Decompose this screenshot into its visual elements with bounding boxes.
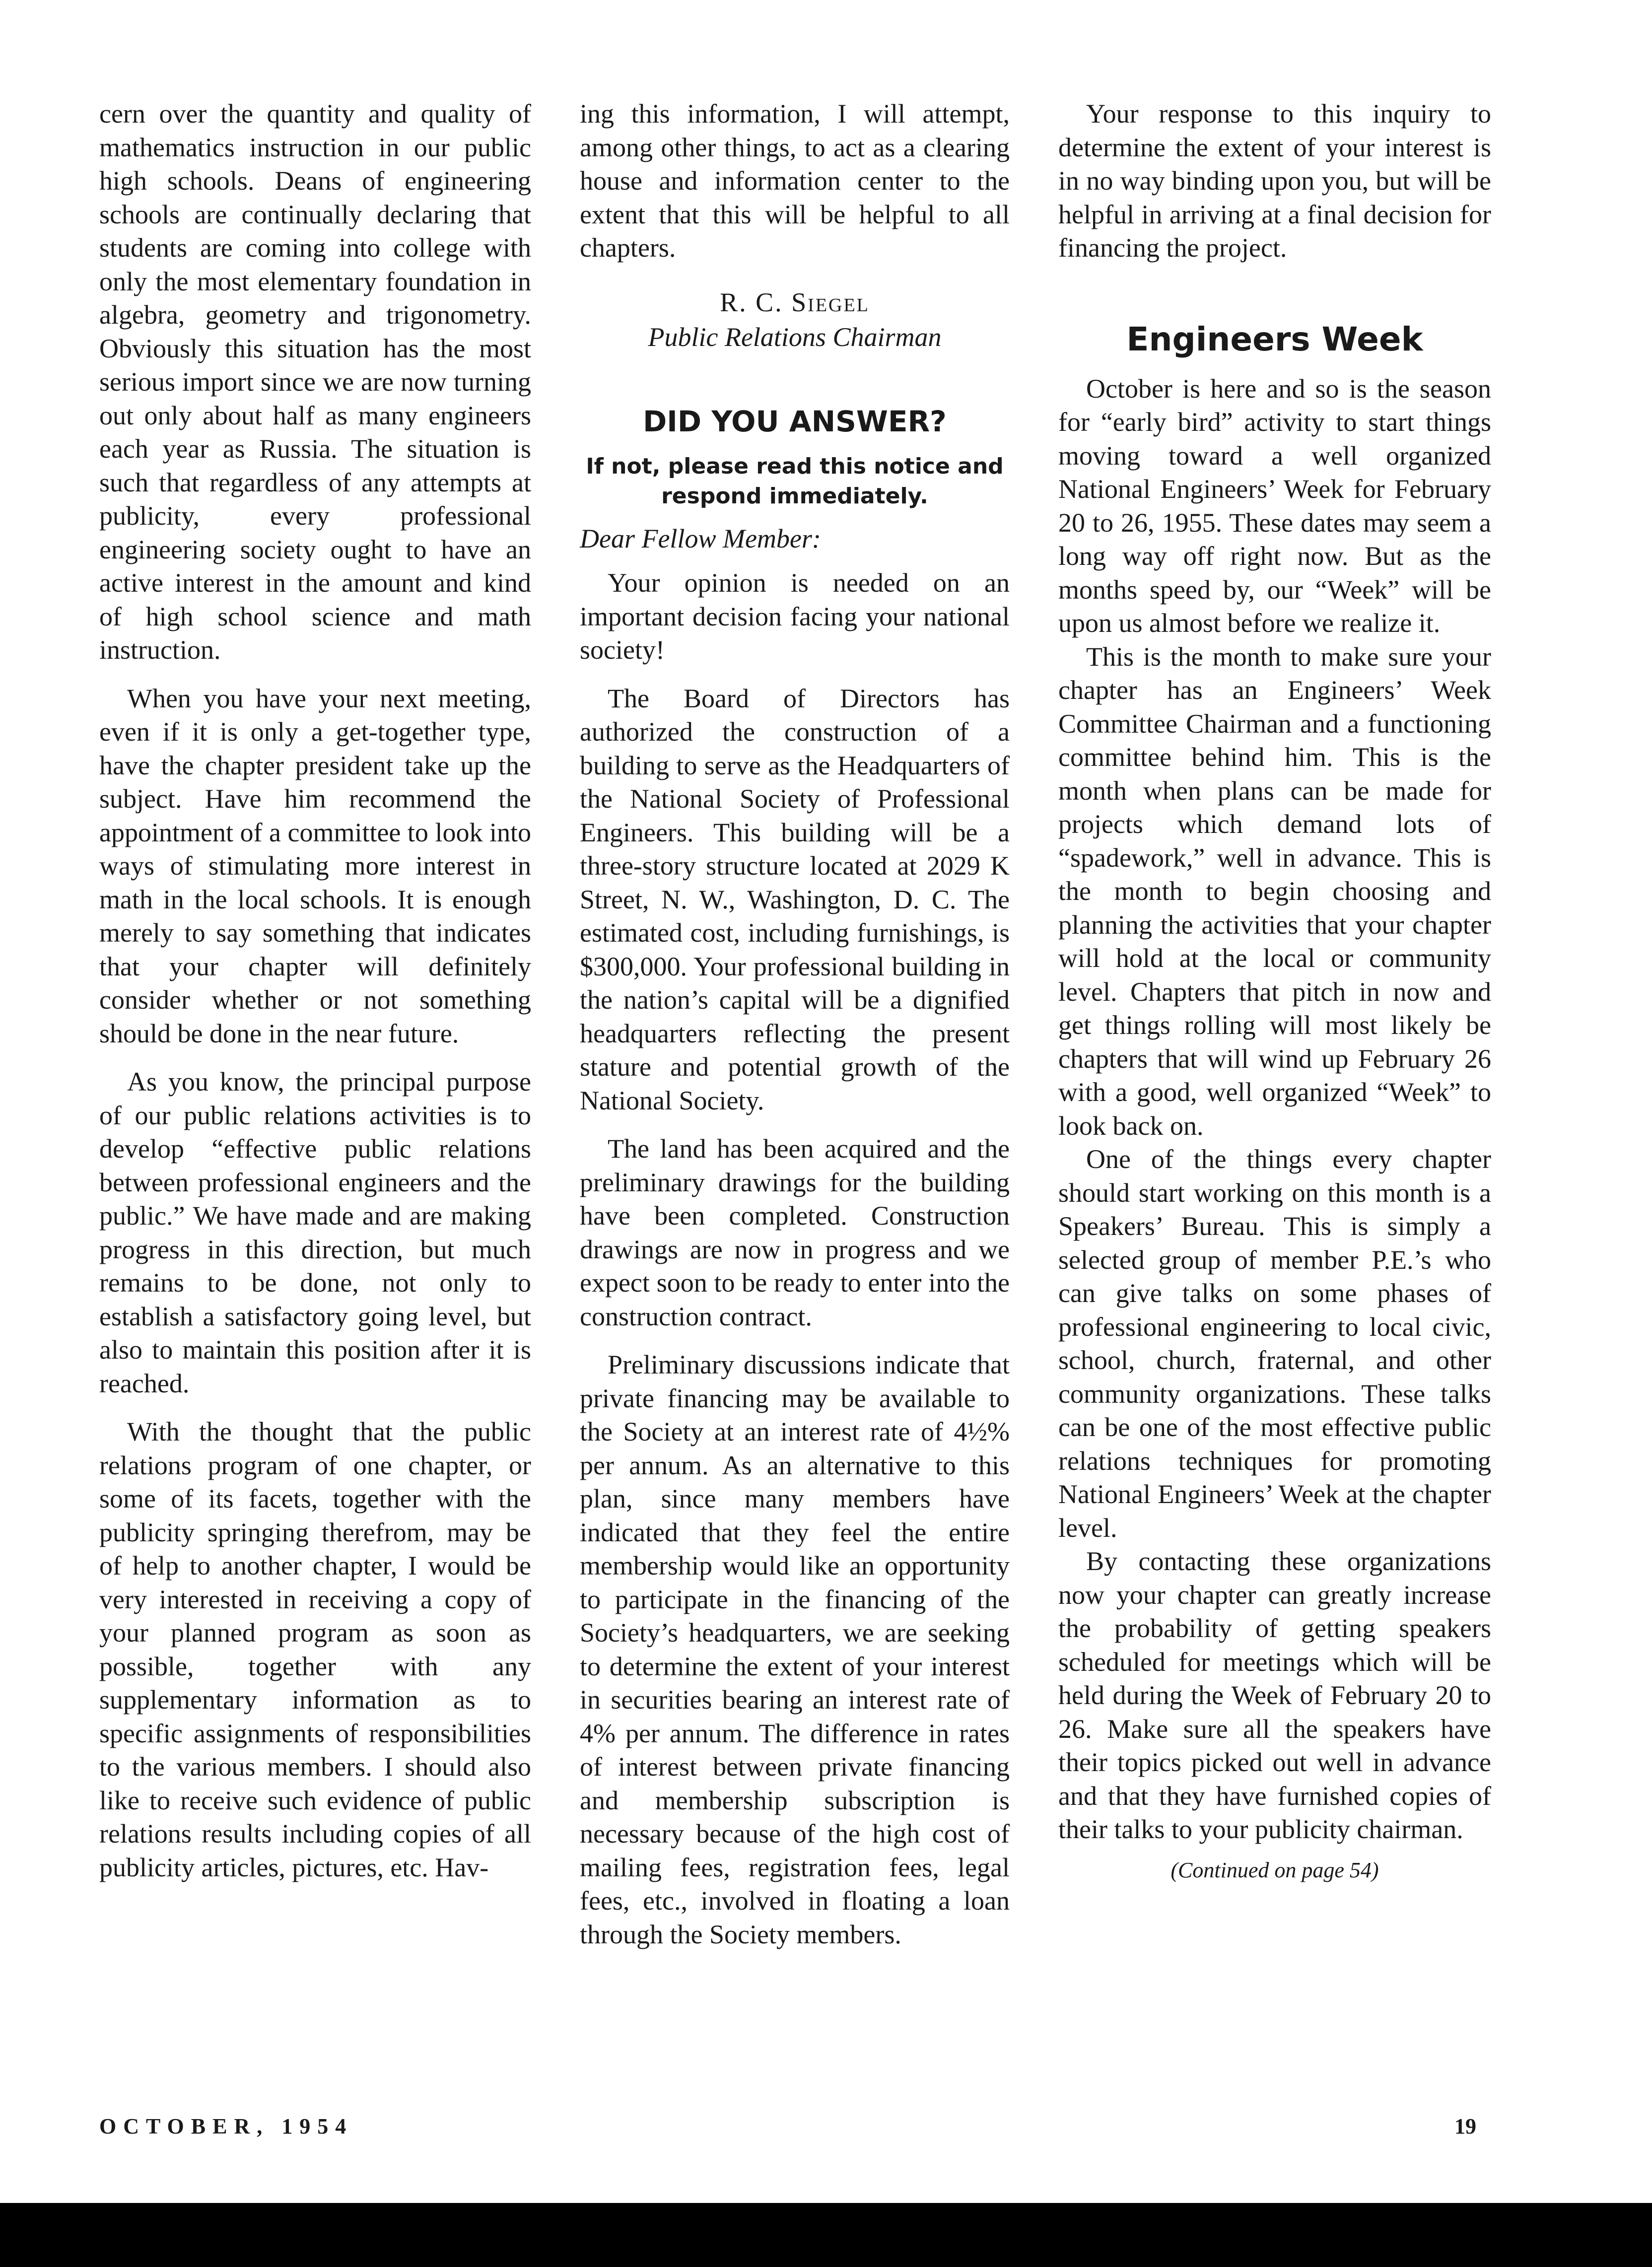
section-heading-engineers-week: Engineers Week: [1126, 320, 1423, 358]
paragraph: Your opinion is needed on an important decision facing your national society!: [580, 568, 1010, 665]
page-number: 19: [1454, 2114, 1476, 2138]
paragraph: This is the month to make sure your chapter has an Engineers’ Week Committee Chairman and a functioning committee behind him. This is the month when plans can be made for projects which demand lots of “spadework,” well in advance. This is the month to begin choosing and planning the activities that your chapter will hold at the local or community level. Chapters that pitch in now and get things rolling will most likely be chapters that will wind up February 26 with a good, well organized “Week” to look back on.: [1058, 641, 1491, 1141]
section-heading-did-you-answer: DID YOU ANSWER?: [643, 404, 947, 438]
column-3: [1058, 97, 1491, 1887]
continued-note: (Continued on page 54): [1170, 1857, 1379, 1882]
paragraph: By contacting these organizations now your chapter can greatly increase the probability of getting speakers scheduled for meetings which will be held during the Week of February 20 to 26. Make sure all the speakers have their topics picked out well in advance and that they have furnished copies of their talks to your publicity chairman.: [1058, 1546, 1491, 1844]
paragraph: Preliminary discussions indicate that private financing may be available to the Society at an interest rate of 4½% per annum. As an alternative to this plan, since many members have indicated that they feel the entire membership would like an opportunity to participate in the financing of the Society’s headquarters, we are seeking to determine the extent of your interest in securities bearing an interest rate of 4% per annum. The difference in rates of interest between private financing and membership subscription is necessary because of the high cost of mailing fees, registration fees, legal fees, etc., involved in floating a loan through the Society members.: [580, 1350, 1010, 1949]
signature-block: [580, 285, 1010, 354]
signature-title: Public Relations Chairman: [648, 322, 942, 352]
paragraph: ing this information, I will attempt, among other things, to act as a clearing house and information center to the extent that this will be helpful to all chapters.: [580, 99, 1010, 263]
column-1: [99, 97, 531, 1884]
scan-edge-bar: [0, 2203, 1652, 2267]
footer-date: OCTOBER, 1954: [99, 2114, 353, 2138]
paragraph: The land has been acquired and the preliminary drawings for the building have been completed. Construction drawings are now in progress and we expect soon to be ready to enter into the construction contract.: [580, 1134, 1010, 1331]
salutation: Dear Fellow Member:: [580, 523, 821, 553]
signature-name: R. C. Siegel: [720, 287, 870, 317]
column-2: [580, 97, 1010, 1951]
paragraph: The Board of Directors has authorized the construction of a building to serve as the Headquarters of the National Society of Professional Engineers. This building will be a three-story structure located at 2029 K Street, N. W., Washington, D. C. The estimated cost, including furnishings, is $300,000. Your professional building in the nation’s capital will be a dignified headquarters reflecting the present stature and potential growth of the National Society.: [580, 683, 1010, 1115]
paragraph: cern over the quantity and quality of mathematics instruction in our public high schools. Deans of engineering schools are continually declaring that students are coming into college with only the most elementary foundation in algebra, geometry and trigonometry. Obviously this situation has the most serious import since we are now turning out only about half as many engineers each year as Russia. The situation is such that regardless of any attempts at publicity, every professional engineering society ought to have an active interest in the amount and kind of high school science and math instruction.: [99, 99, 531, 665]
paragraph: Your response to this inquiry to determine the extent of your interest is in no way binding upon you, but will be helpful in arriving at a final decision for financing the project.: [1058, 99, 1491, 263]
paragraph: One of the things every chapter should start working on this month is a Speakers’ Bureau. This is simply a selected group of member P.E.’s who can give talks on some phases of professional engineering to local civic, school, church, fraternal, and other community organizations. These talks can be one of the most effective public relations techniques for promoting National Engineers’ Week at the chapter level.: [1058, 1144, 1491, 1543]
paragraph: As you know, the principal purpose of our public relations activities is to develop “effective public relations between professional engineers and the public.” We have made and are making progress in this direction, but much remains to be done, not only to establish a satisfactory going level, but also to maintain this position after it is reached.: [99, 1067, 531, 1398]
paragraph: With the thought that the public relations program of one chapter, or some of its facets, together with the publicity springing therefrom, may be of help to another chapter, I would be very interested in receiving a copy of your planned program as soon as possible, together with any supplementary information as to specific assignments of responsibilities to the various members. I should also like to receive such evidence of public relations results including copies of all publicity articles, pictures, etc. Hav-: [99, 1417, 531, 1882]
paragraph: When you have your next meeting, even if it is only a get-together type, have the chapter president take up the subject. Have him recommend the appointment of a committee to look into ways of stimulating more interest in math in the local schools. It is enough merely to say something that indicates that your chapter will definitely consider whether or not something should be done in the near future.: [99, 683, 531, 1048]
paragraph: October is here and so is the season for “early bird” activity to start things moving toward a well organized National Engineers’ Week for February 20 to 26, 1955. These dates may seem a long way off right now. But as the months speed by, our “Week” will be upon us almost before we realize it.: [1058, 373, 1491, 638]
section-subheading: If not, please read this notice and respond immediately.: [586, 453, 1004, 509]
